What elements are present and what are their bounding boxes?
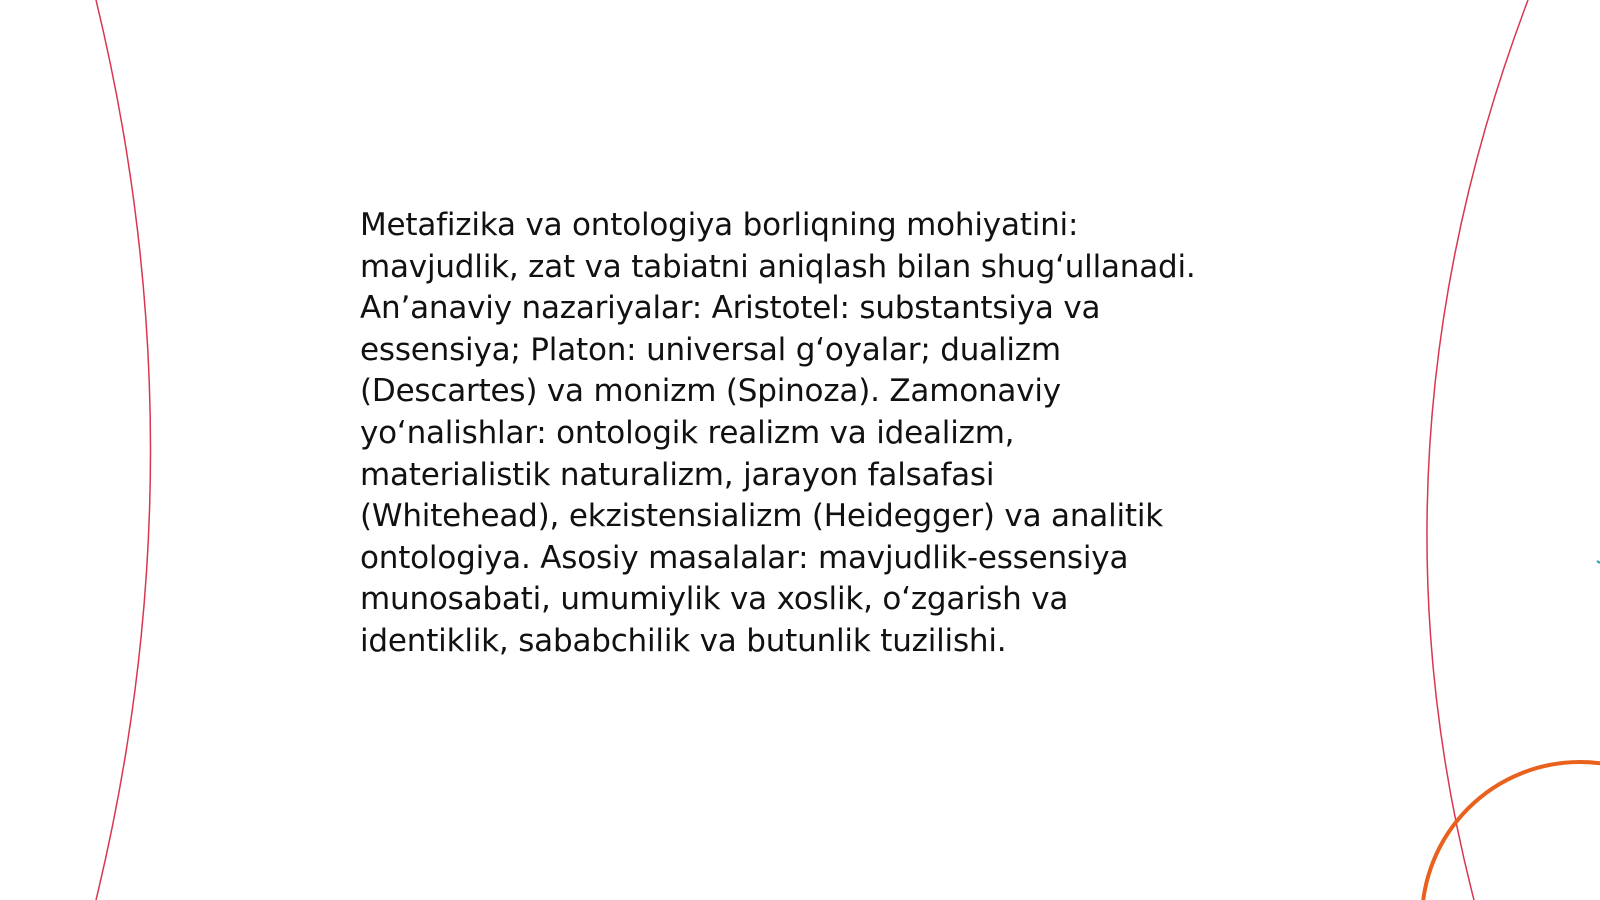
body-line: (Descartes) va monizm (Spinoza). Zamonaviy <box>360 373 1061 410</box>
body-line: materialistik naturalizm, jarayon falsafasi <box>360 456 995 493</box>
left-curve-line <box>96 0 151 900</box>
body-line: An’anaviy nazariyalar: Aristotel: substantsiya va <box>360 290 1101 327</box>
body-line: essensiya; Platon: universal g‘oyalar; dualizm <box>360 331 1061 368</box>
body-line: yo‘nalishlar: ontologik realizm va idealizm, <box>360 414 1015 451</box>
slide-body-text <box>360 205 1260 663</box>
body-line: identiklik, sababchilik va butunlik tuzilishi. <box>360 622 1007 659</box>
body-line: (Whitehead), ekzistensializm (Heidegger) va analitik <box>360 498 1164 535</box>
right-curve-line <box>1427 0 1528 900</box>
body-line: ontologiya. Asosiy masalalar: mavjudlik-essensiya <box>360 539 1129 576</box>
body-line: mavjudlik, zat va tabiatni aniqlash bilan shug‘ullanadi. <box>360 248 1196 285</box>
body-line: Metafizika va ontologiya borliqning mohiyatini: <box>360 207 1079 243</box>
body-line: munosabati, umumiylik va xoslik, o‘zgarish va <box>360 581 1069 618</box>
